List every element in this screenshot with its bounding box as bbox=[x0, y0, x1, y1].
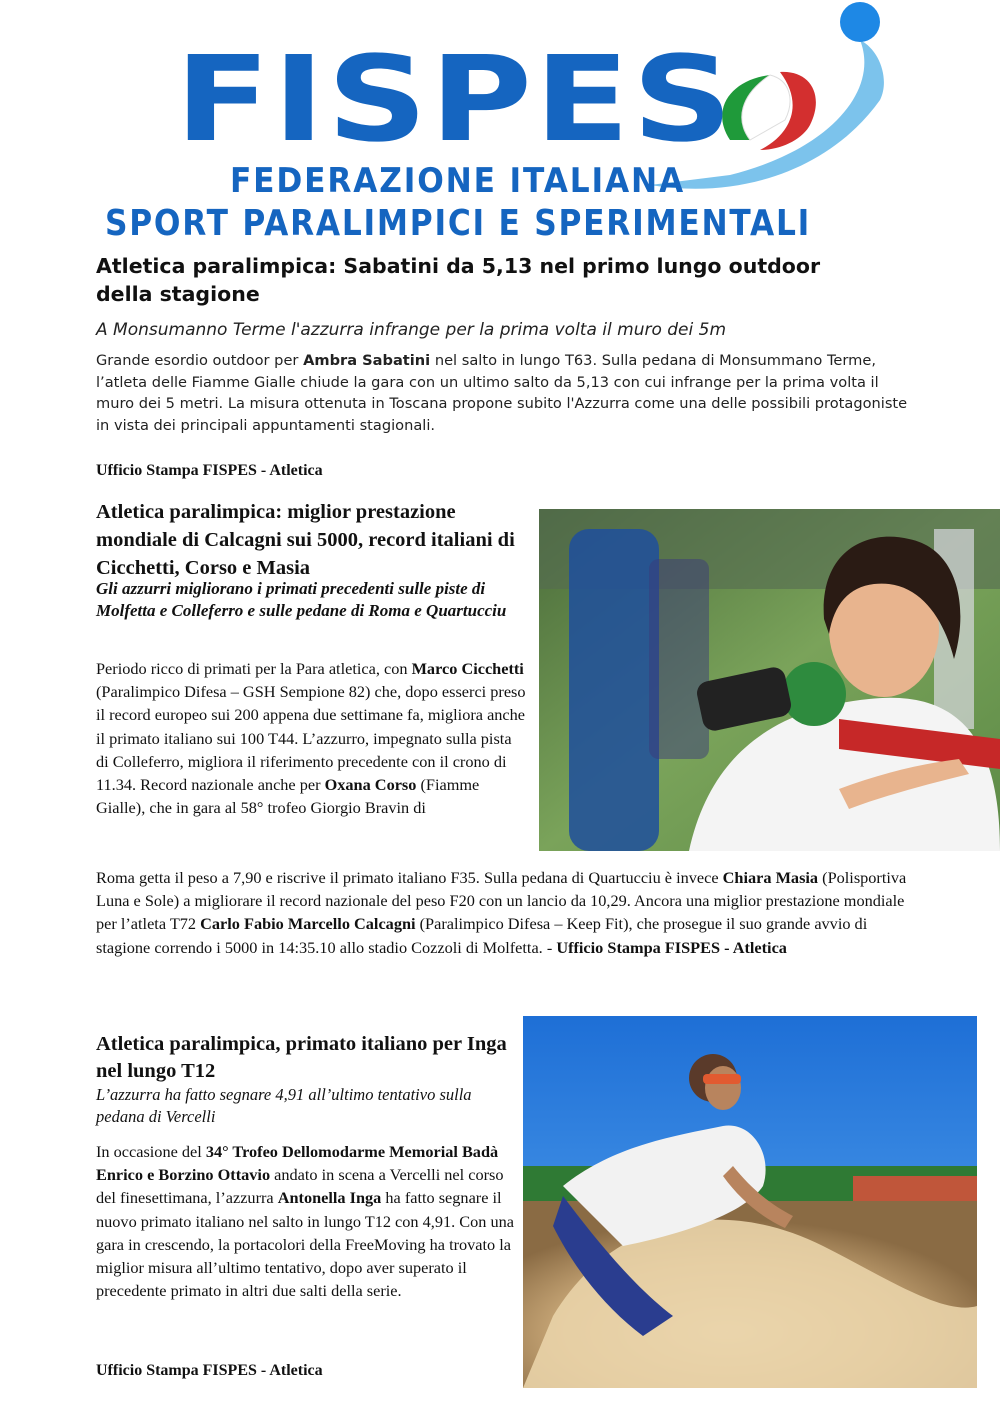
article3-subtitle: L’azzurra ha fatto segnare 4,91 all’ultimo tentativo sulla pedana di Vercelli bbox=[96, 1085, 472, 1126]
logo-wordmark: FISPES bbox=[175, 30, 735, 168]
logo-line1: FEDERAZIONE ITALIANA bbox=[230, 161, 685, 201]
article3-signature: Ufficio Stampa FISPES - Atletica bbox=[96, 1362, 323, 1379]
article2-body: Periodo ricco di primati per la Para atletica, con Marco Cicchetti (Paralimpico Difesa – GSH Sempione 82) che, dopo esserci preso il record europeo sui 200 appena due settimane fa, migliora anche il primato italiano sui 100 T44. L’azzurro, impegnato sulla pista di Colleferro, migliora il riferimento precedente con il crono di 11.34. Record nazionale anche per Oxana Corso (Fiamme Gialle), che in gara al 58° trofeo Giorgio Bravin di bbox=[96, 659, 526, 818]
logo-line2: SPORT PARALIMPICI E SPERIMENTALI bbox=[105, 203, 811, 244]
article2-body-continued: Roma getta il peso a 7,90 e riscrive il primato italiano F35. Sulla pedana di Quartucciu è invece Chiara Masia (Polisportiva Luna e Sole) a migliorare il record nazionale del peso F20 con un lancio da 10,29. Ancora una miglior prestazione mondiale per l’atleta T72 Carlo Fabio Marcello Calcagni (Paralimpico Difesa – Keep Fit), che prosegue il suo grande avvio di stagione correndo i 5000 in 14:35.10 allo stadio Cozzoli di Molfetta. - Ufficio Stampa FISPES - Atletica bbox=[96, 868, 907, 957]
athlete-name: Ambra Sabatini bbox=[303, 352, 431, 369]
fispes-logo bbox=[90, 0, 910, 245]
article3-title: Atletica paralimpica, primato italiano per Inga nel lungo T12 bbox=[96, 1033, 507, 1082]
article2-title: Atletica paralimpica: miglior prestazione mondiale di Calcagni sui 5000, record italiani di Cicchetti, Corso e Masia bbox=[96, 501, 515, 579]
article1-body: Grande esordio outdoor per Ambra Sabatini nel salto in lungo T63. Sulla pedana di Monsummano Terme, l’atleta delle Fiamme Gialle chiude la gara con un ultimo salto da 5,13 con cui infrange per la prima volta il muro dei 5 metri. La misura ottenuta in Toscana propone subito l'Azzurra come una delle possibili protagoniste in vista dei principali appuntamenti stagionali. bbox=[96, 352, 908, 434]
article3-body: In occasione del 34° Trofeo Dellomodarme Memorial Badà Enrico e Borzino Ottavio andato in scena a Vercelli nel corso del finesettimana, l’azzurra Antonella Inga ha fatto segnare il nuovo primato italiano nel salto in lungo T12 con 4,91. Con una gara in crescendo, la portacolori della FreeMoving ha trovato la miglior misura all’ultimo tentativo, dopo aver superato il precedente primato in altri due salti della serie. bbox=[96, 1142, 514, 1301]
long-jump-athlete-photo bbox=[523, 1016, 977, 1388]
article1-title: Atletica paralimpica: Sabatini da 5,13 nel primo lungo outdoor della stagione bbox=[96, 254, 821, 306]
article1-subtitle: A Monsumanno Terme l'azzurra infrange per la prima volta il muro dei 5m bbox=[96, 320, 727, 340]
article1-signature: Ufficio Stampa FISPES - Atletica bbox=[96, 462, 323, 479]
logo-head bbox=[840, 2, 880, 42]
article2-subtitle: Gli azzurri migliorano i primati precedenti sulle piste di Molfetta e Colleferro e sulle pedane di Roma e Quartucciu bbox=[96, 579, 507, 620]
shot-put-athlete-photo bbox=[539, 509, 1000, 851]
